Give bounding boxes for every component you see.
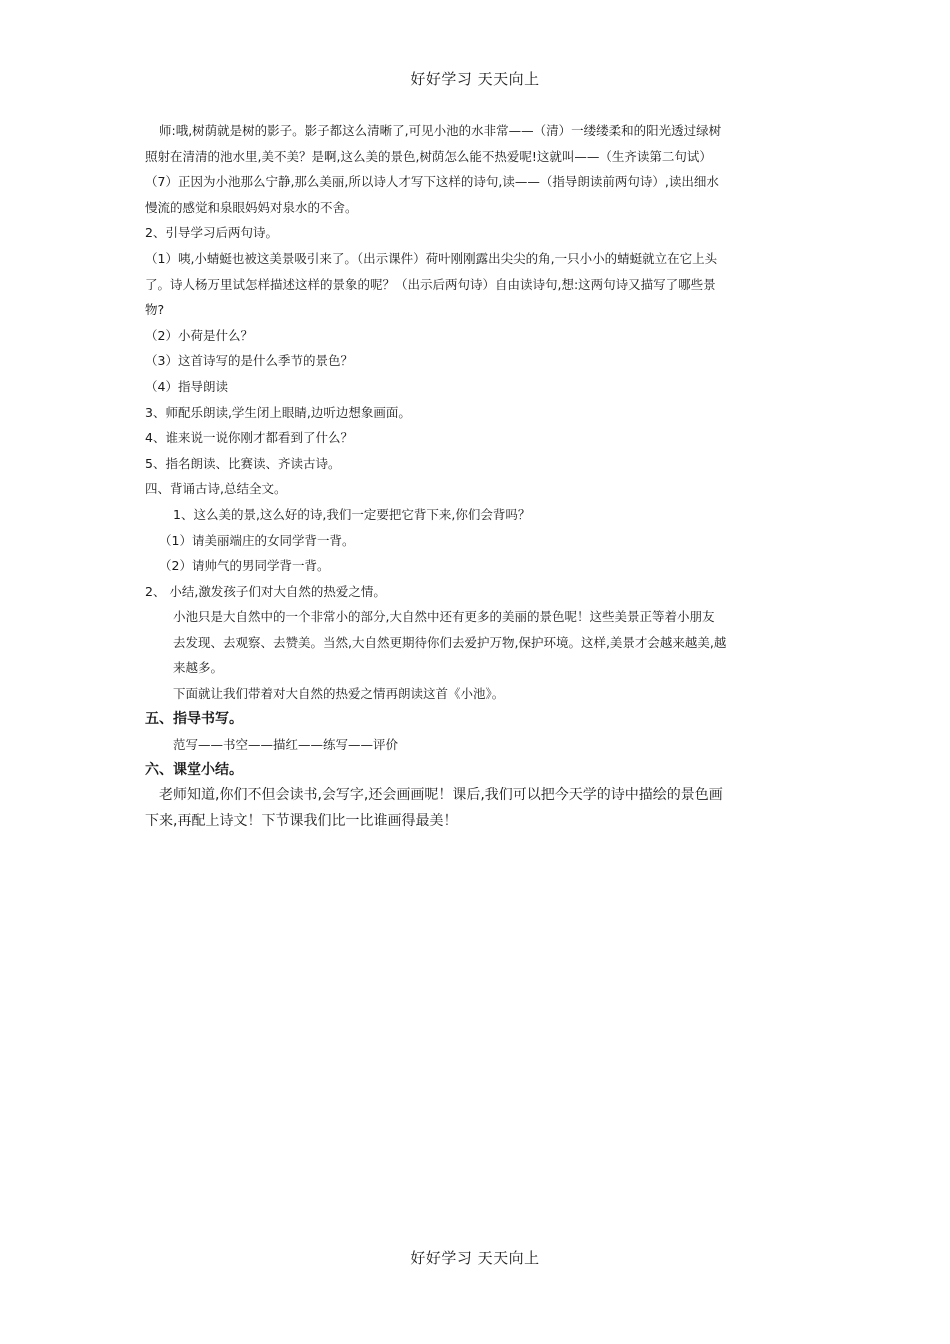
text-line: 五、指导书写。 bbox=[145, 710, 243, 727]
text-line: 4、谁来说一说你刚才都看到了什么？ bbox=[145, 430, 353, 446]
text-line: 去发现、去观察、去赞美。当然,大自然更期待你们去爱护万物,保护环境。这样,美景才会越来越美,越 bbox=[173, 634, 727, 650]
text-line: 师:哦,树荫就是树的影子。影子都这么清晰了,可见小池的水非常——（清）一缕缕柔和的阳光透过绿树 bbox=[159, 123, 722, 138]
text-line: 慢流的感觉和泉眼妈妈对泉水的不舍。 bbox=[145, 199, 358, 215]
text-line: 范写——书空——描红——练写——评价 bbox=[173, 737, 399, 753]
text-line: （2）请帅气的男同学背一背。 bbox=[159, 558, 330, 574]
text-line: （3）这首诗写的是什么季节的景色？ bbox=[145, 353, 353, 369]
text-line: 下面就让我们带着对大自然的热爱之情再朗读这首《小池》。 bbox=[173, 686, 505, 702]
text-line: 1、这么美的景,这么好的诗,我们一定要把它背下来,你们会背吗？ bbox=[173, 506, 531, 522]
text-line: 3、师配乐朗读,学生闭上眼睛,边听边想象画面。 bbox=[145, 404, 411, 420]
text-line: 六、课堂小结。 bbox=[145, 761, 243, 778]
text-line: 来越多。 bbox=[173, 660, 224, 676]
text-line: （2）小荷是什么？ bbox=[145, 327, 253, 343]
text-line: 照射在清清的池水里,美不美？是啊,这么美的景色,树荫怎么能不热爱呢!这就叫——（生齐读第二句试） bbox=[145, 148, 712, 164]
text-line: 小池只是大自然中的一个非常小的部分,大自然中还有更多的美丽的景色呢！这些美景正等着小朋友 bbox=[173, 609, 715, 625]
text-line: （1）咦,小蜻蜓也被这美景吸引来了。（出示课件）荷叶刚刚露出尖尖的角,一只小小的蜻蜓就立在它上头 bbox=[145, 250, 718, 266]
page-footer: 好好学习 天天向上 bbox=[410, 1249, 540, 1267]
page-header: 好好学习 天天向上 bbox=[410, 70, 540, 88]
text-line: 2、引导学习后两句诗。 bbox=[145, 225, 278, 241]
text-line: 物? bbox=[145, 302, 165, 318]
text-line: 2、 小结,激发孩子们对大自然的热爱之情。 bbox=[145, 583, 386, 599]
text-line: （7）正因为小池那么宁静,那么美丽,所以诗人才写下这样的诗句,读——（指导朗读前两句诗）,读出细水 bbox=[145, 174, 719, 190]
text-line: 了。诗人杨万里试怎样描述这样的景象的呢？（出示后两句诗）自由读诗句,想:这两句诗又描写了哪些景 bbox=[145, 276, 716, 292]
text-line: （1）请美丽端庄的女同学背一背。 bbox=[159, 532, 355, 548]
document-body bbox=[145, 118, 810, 835]
text-line: 四、背诵古诗,总结全文。 bbox=[145, 481, 287, 497]
text-line: 老师知道,你们不但会读书,会写字,还会画画呢！课后,我们可以把今天学的诗中描绘的景色画 bbox=[159, 787, 723, 804]
text-line: （4）指导朗读 bbox=[145, 378, 228, 394]
text-line: 下来,再配上诗文！下节课我们比一比谁画得最美！ bbox=[145, 813, 458, 830]
text-line: 5、指名朗读、比赛读、齐读古诗。 bbox=[145, 455, 341, 471]
